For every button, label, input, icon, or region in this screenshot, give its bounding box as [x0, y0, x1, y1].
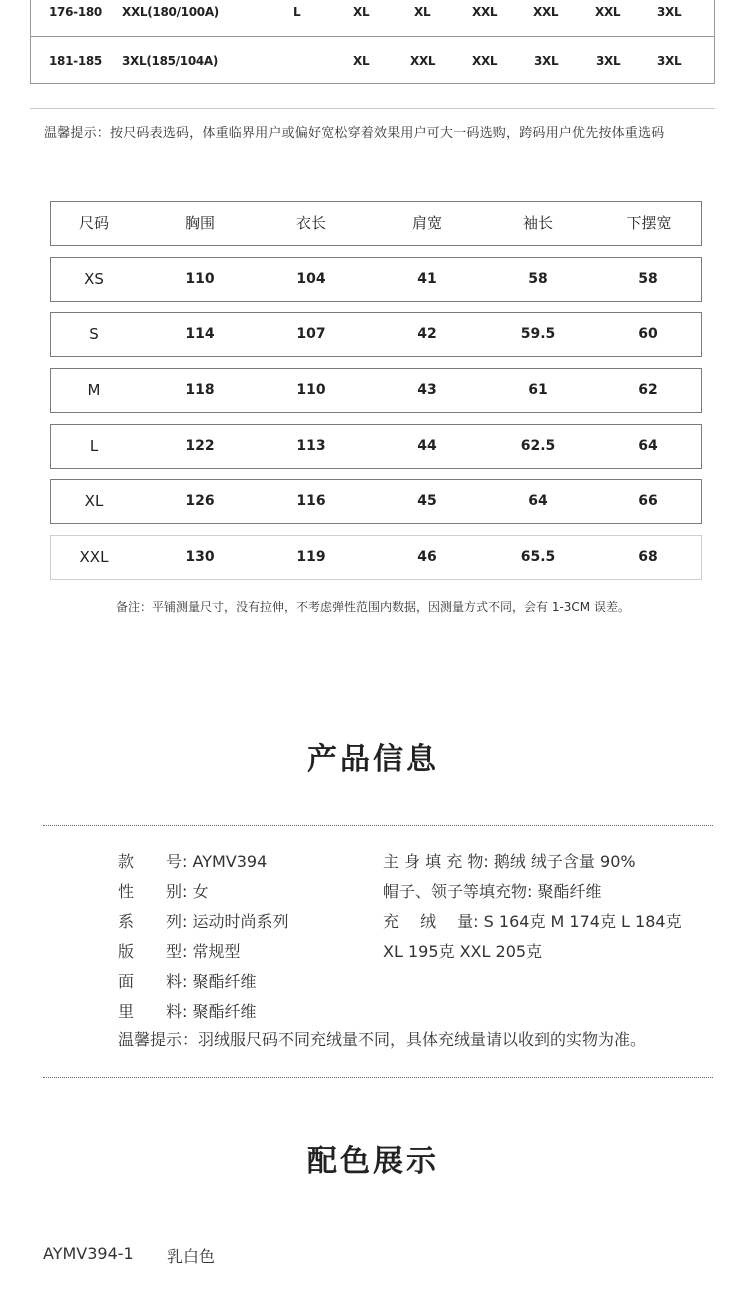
info-value: XL 195克 XXL 205克 — [383, 942, 543, 961]
color-name: 乳白色 — [167, 1247, 216, 1266]
info-outer-fabric — [118, 972, 257, 992]
dotted-divider — [43, 1077, 713, 1078]
info-fill-weight-cont — [383, 942, 542, 962]
info-value: AYMV394 — [192, 852, 268, 871]
table-cell: 118 — [185, 382, 215, 398]
table-cell: XL — [414, 5, 431, 19]
filling-tip: 温馨提示：羽绒服尺码不同充绒量不同，具体充绒量请以收到的实物为准。 — [118, 1030, 647, 1049]
table-cell: 3XL(185/104A) — [122, 54, 219, 68]
info-gender — [118, 882, 209, 902]
size-selection-tip: 温馨提示：按尺码表选码，体重临界用户或偏好宽松穿着效果用户可大一码选购，跨码用户优先按体重选码 — [44, 126, 665, 141]
info-label: 版 型: — [118, 942, 188, 961]
info-value: 聚酯纤维 — [537, 882, 602, 901]
table-cell: 114 — [185, 326, 215, 342]
table-row — [50, 479, 702, 524]
product-info-title: 产品信息 — [307, 742, 439, 777]
table-cell: XXL — [472, 5, 498, 19]
color-display-title: 配色展示 — [307, 1144, 439, 1179]
table-cell: 59.5 — [520, 326, 556, 342]
info-value: 常规型 — [192, 942, 241, 961]
table-cell: 113 — [296, 438, 326, 454]
size-label: XXL — [79, 548, 109, 566]
table-cell: 110 — [296, 382, 326, 398]
table-cell: XXL — [533, 5, 559, 19]
table-row — [50, 312, 702, 357]
size-label: M — [87, 381, 101, 399]
info-value: 女 — [192, 882, 209, 901]
info-fit — [118, 942, 241, 962]
table-row — [31, 0, 714, 37]
info-label: 里 料: — [118, 1002, 188, 1021]
info-fill-weight — [383, 912, 682, 932]
info-value: S 164克 M 174克 L 184克 — [483, 912, 682, 931]
divider — [30, 108, 715, 109]
info-label: 系 列: — [118, 912, 188, 931]
info-main-filling — [383, 852, 636, 872]
table-cell: 41 — [417, 271, 437, 287]
table-row — [50, 535, 702, 580]
table-cell: 64 — [638, 438, 658, 454]
table-cell: 43 — [417, 382, 437, 398]
table-cell: XXL — [595, 5, 621, 19]
info-style-number — [118, 852, 267, 872]
table-row — [50, 257, 702, 302]
info-label: 面 料: — [118, 972, 188, 991]
info-label: 性 别: — [118, 882, 188, 901]
table-cell: 181-185 — [49, 54, 102, 68]
info-label: 款 号: — [118, 852, 188, 871]
table-cell: 45 — [417, 493, 437, 509]
table-cell: XL — [353, 54, 370, 68]
info-value: 运动时尚系列 — [192, 912, 289, 931]
info-value: 鹅绒 绒子含量 90% — [493, 852, 636, 871]
info-hood-filling — [383, 882, 602, 902]
table-cell: 130 — [185, 549, 215, 565]
info-label: 充 绒 量: — [383, 912, 479, 931]
header-cell: 衣长 — [295, 214, 326, 232]
table-cell: 66 — [638, 493, 658, 509]
table-cell: 58 — [528, 271, 548, 287]
info-value: 聚酯纤维 — [192, 972, 257, 991]
header-cell: 胸围 — [184, 214, 215, 232]
size-recommendation-table — [30, 0, 715, 84]
table-cell: 104 — [296, 271, 326, 287]
header-cell: 肩宽 — [411, 214, 442, 232]
table-cell: 122 — [185, 438, 215, 454]
table-row — [31, 36, 714, 84]
table-cell: 3XL — [596, 54, 621, 68]
table-cell: 3XL — [534, 54, 559, 68]
table-cell: L — [293, 5, 301, 19]
table-cell: XL — [353, 5, 370, 19]
table-cell: 64 — [528, 493, 548, 509]
table-cell: XXL — [410, 54, 436, 68]
header-cell: 袖长 — [522, 214, 553, 232]
info-lining — [118, 1002, 257, 1022]
table-cell: 44 — [417, 438, 437, 454]
table-cell: 60 — [638, 326, 658, 342]
table-cell: 68 — [638, 549, 658, 565]
table-cell: 116 — [296, 493, 326, 509]
table-cell: 65.5 — [520, 549, 556, 565]
table-row — [50, 368, 702, 413]
table-cell: 3XL — [657, 54, 682, 68]
measurement-note: 备注：平铺测量尺寸，没有拉伸，不考虑弹性范围内数据，因测量方式不同，会有 1-3CM 误差。 — [116, 600, 630, 614]
table-cell: 46 — [417, 549, 437, 565]
dotted-divider — [43, 825, 713, 826]
table-cell: 61 — [528, 382, 548, 398]
info-label: 主 身 填 充 物: — [383, 852, 489, 871]
header-cell: 下摆宽 — [626, 214, 672, 232]
table-cell: 62 — [638, 382, 658, 398]
table-cell: 107 — [296, 326, 326, 342]
table-cell: 58 — [638, 271, 658, 287]
table-cell: 110 — [185, 271, 215, 287]
table-cell: 176-180 — [49, 5, 102, 19]
size-label: L — [89, 437, 99, 455]
info-label: 帽子、领子等填充物: — [383, 882, 533, 901]
table-cell: 126 — [185, 493, 215, 509]
table-cell: XXL(180/100A) — [122, 5, 219, 19]
header-cell: 尺码 — [78, 214, 109, 232]
info-series — [118, 912, 289, 932]
table-cell: 119 — [296, 549, 326, 565]
size-label: XL — [84, 492, 104, 510]
table-row — [50, 424, 702, 469]
size-label: S — [89, 325, 99, 343]
table-cell: 42 — [417, 326, 437, 342]
table-cell: XXL — [472, 54, 498, 68]
info-value: 聚酯纤维 — [192, 1002, 257, 1021]
size-chart-header — [50, 201, 702, 246]
color-code: AYMV394-1 — [43, 1244, 134, 1263]
size-label: XS — [84, 270, 104, 288]
table-cell: 62.5 — [520, 438, 556, 454]
table-cell: 3XL — [657, 5, 682, 19]
